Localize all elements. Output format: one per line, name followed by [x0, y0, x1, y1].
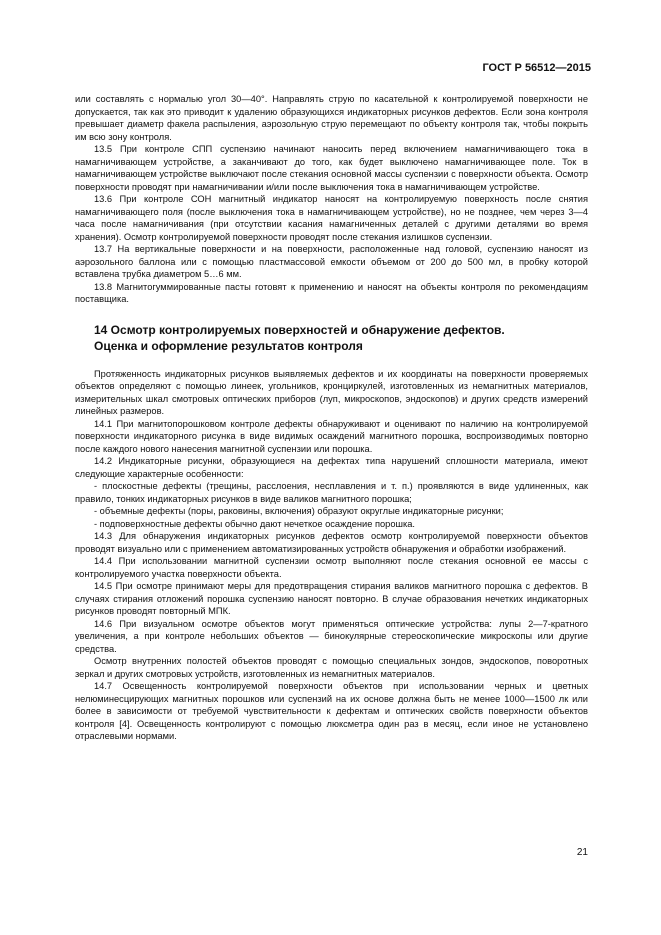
section-title-line-1: 14 Осмотр контролируемых поверхностей и обнаружение дефектов. — [94, 322, 505, 337]
paragraph-13-7: 13.7 На вертикальные поверхности и на поверхности, расположенные над головой, суспензию наносят из аэрозольного баллона или с помощью пластмассовой емкости объемом от 200 до 500 мл, в пробку которой вставлена трубка диаметром 5…6 мм. — [75, 244, 588, 279]
list-item: - объемные дефекты (поры, раковины, включения) образуют округлые индикаторные рисунки; — [94, 506, 504, 516]
paragraph-14-3: 14.3 Для обнаружения индикаторных рисунков дефектов осмотр контролируемой поверхности объектов проводят визуально или с применением автоматизированных устройств обнаружения и обработки изображений. — [75, 531, 588, 554]
paragraph-14-1: 14.1 При магнитопорошковом контроле дефекты обнаруживают и оценивают по наличию на контролируемой поверхности индикаторного рисунка в виде видимых осаждений магнитного порошка, воспроизводимых повторно после каждого нового нанесения магнитной суспензии или порошка. — [75, 418, 588, 454]
paragraph-13-6: 13.6 При контроле СОН магнитный индикатор наносят на контролируемую поверхность после снятия намагничивающего поля (после выключения тока в намагничивающем устройстве), но не позднее, чем через 3—4 часа после намагничивания (при отсутствии касания намагниченных деталей с другими деталями во время хранения). Осмотр контролируемой поверхности проводят после стекания излишков суспензии. — [75, 194, 588, 242]
section-title-line-2: Оценка и оформление результатов контроля — [94, 338, 363, 353]
paragraph-13-5: 13.5 При контроле СПП суспензию начинают наносить перед включением намагничивающего тока в намагничивающем устройстве, а заканчивают до того, как будет выключено намагничивающее поле. Ток в намагничивающем устройстве выключают после стекания основной массы суспензии с поверхности объекта. Осмотр поверхности проводят при намагничивании и/или после выключения тока в намагничивающем устройстве. — [75, 144, 588, 192]
document-body — [75, 93, 588, 743]
list-item: - подповерхностные дефекты обычно дают нечеткое осаждение порошка. — [94, 518, 416, 529]
page-number: 21 — [576, 847, 588, 858]
paragraph-14-2: 14.2 Индикаторные рисунки, образующиеся на дефектах типа нарушений сплошности материала, имеют следующие характерные особенности: — [75, 456, 588, 479]
paragraph-14-intro: Протяженность индикаторных рисунков выявляемых дефектов и их координаты на поверхности проверяемых объектов определяют с помощью линеек, угольников, кронциркулей, изготовленных из немагнитных материалов, измерительных шкал смотровых оптических приборов (луп, микроскопов, эндоскопов) и других средств измерений линейных размеров. — [75, 368, 588, 416]
paragraph-14-6-cont: Осмотр внутренних полостей объектов проводят с помощью специальных зондов, эндоскопов, поворотных зеркал и других смотровых устройств, изготовленных из немагнитных материалов. — [75, 656, 588, 679]
paragraph-13-8: 13.8 Магнитогуммированные пасты готовят к применению и наносят на объекты контроля по рекомендациям поставщика. — [75, 281, 588, 304]
paragraph-14-6: 14.6 При визуальном осмотре объектов могут применяться оптические устройства: лупы 2—7-кратного увеличения, а при контроле небольших объектов — бинокулярные стереоскопические микроскопы или другие средства. — [75, 618, 588, 654]
document-standard-header: ГОСТ Р 56512—2015 — [482, 62, 591, 74]
list-item: - плоскостные дефекты (трещины, расслоения, несплавления и т. п.) проявляются в виде удлиненных, как правило, тонких индикаторных рисунков в виде валиков магнитного порошка; — [75, 481, 588, 504]
paragraph-14-4: 14.4 При использовании магнитной суспензии осмотр выполняют после стекания основной ее массы с контролируемого участка поверхности объекта. — [75, 556, 588, 579]
paragraph-continuation: или составлять с нормалью угол 30—40°. Направлять струю по касательной к контролируемой поверхности не допускается, так как это приводит к удалению образующихся индикаторных рисунков дефектов. Если зона контроля превышает диаметр факела распыления, аэрозольную струю перемещают по объекту контроля так, чтобы покрыть им всю зону контроля. — [75, 94, 588, 142]
paragraph-14-5: 14.5 При осмотре принимают меры для предотвращения стирания валиков магнитного порошка с дефектов. В случаях стирания отложений порошка суспензию наносят повторно. В случае образования нечетких индикаторных рисунков проводят повторный МПК. — [75, 581, 588, 616]
section-14-title — [75, 322, 588, 354]
paragraph-14-7: 14.7 Освещенность контролируемой поверхности объектов при использовании черных и цветных нелюминесцирующих магнитных порошков или суспензий на их основе должна быть не менее 1000—1500 лк или более в зависимости от требуемой чувствительности к дефектам и оптических свойств поверхности объектов контроля [4]. Освещенность контролируют с помощью люксметра один раз в месяц, если иное не установлено отраслевыми нормами. — [75, 681, 588, 741]
